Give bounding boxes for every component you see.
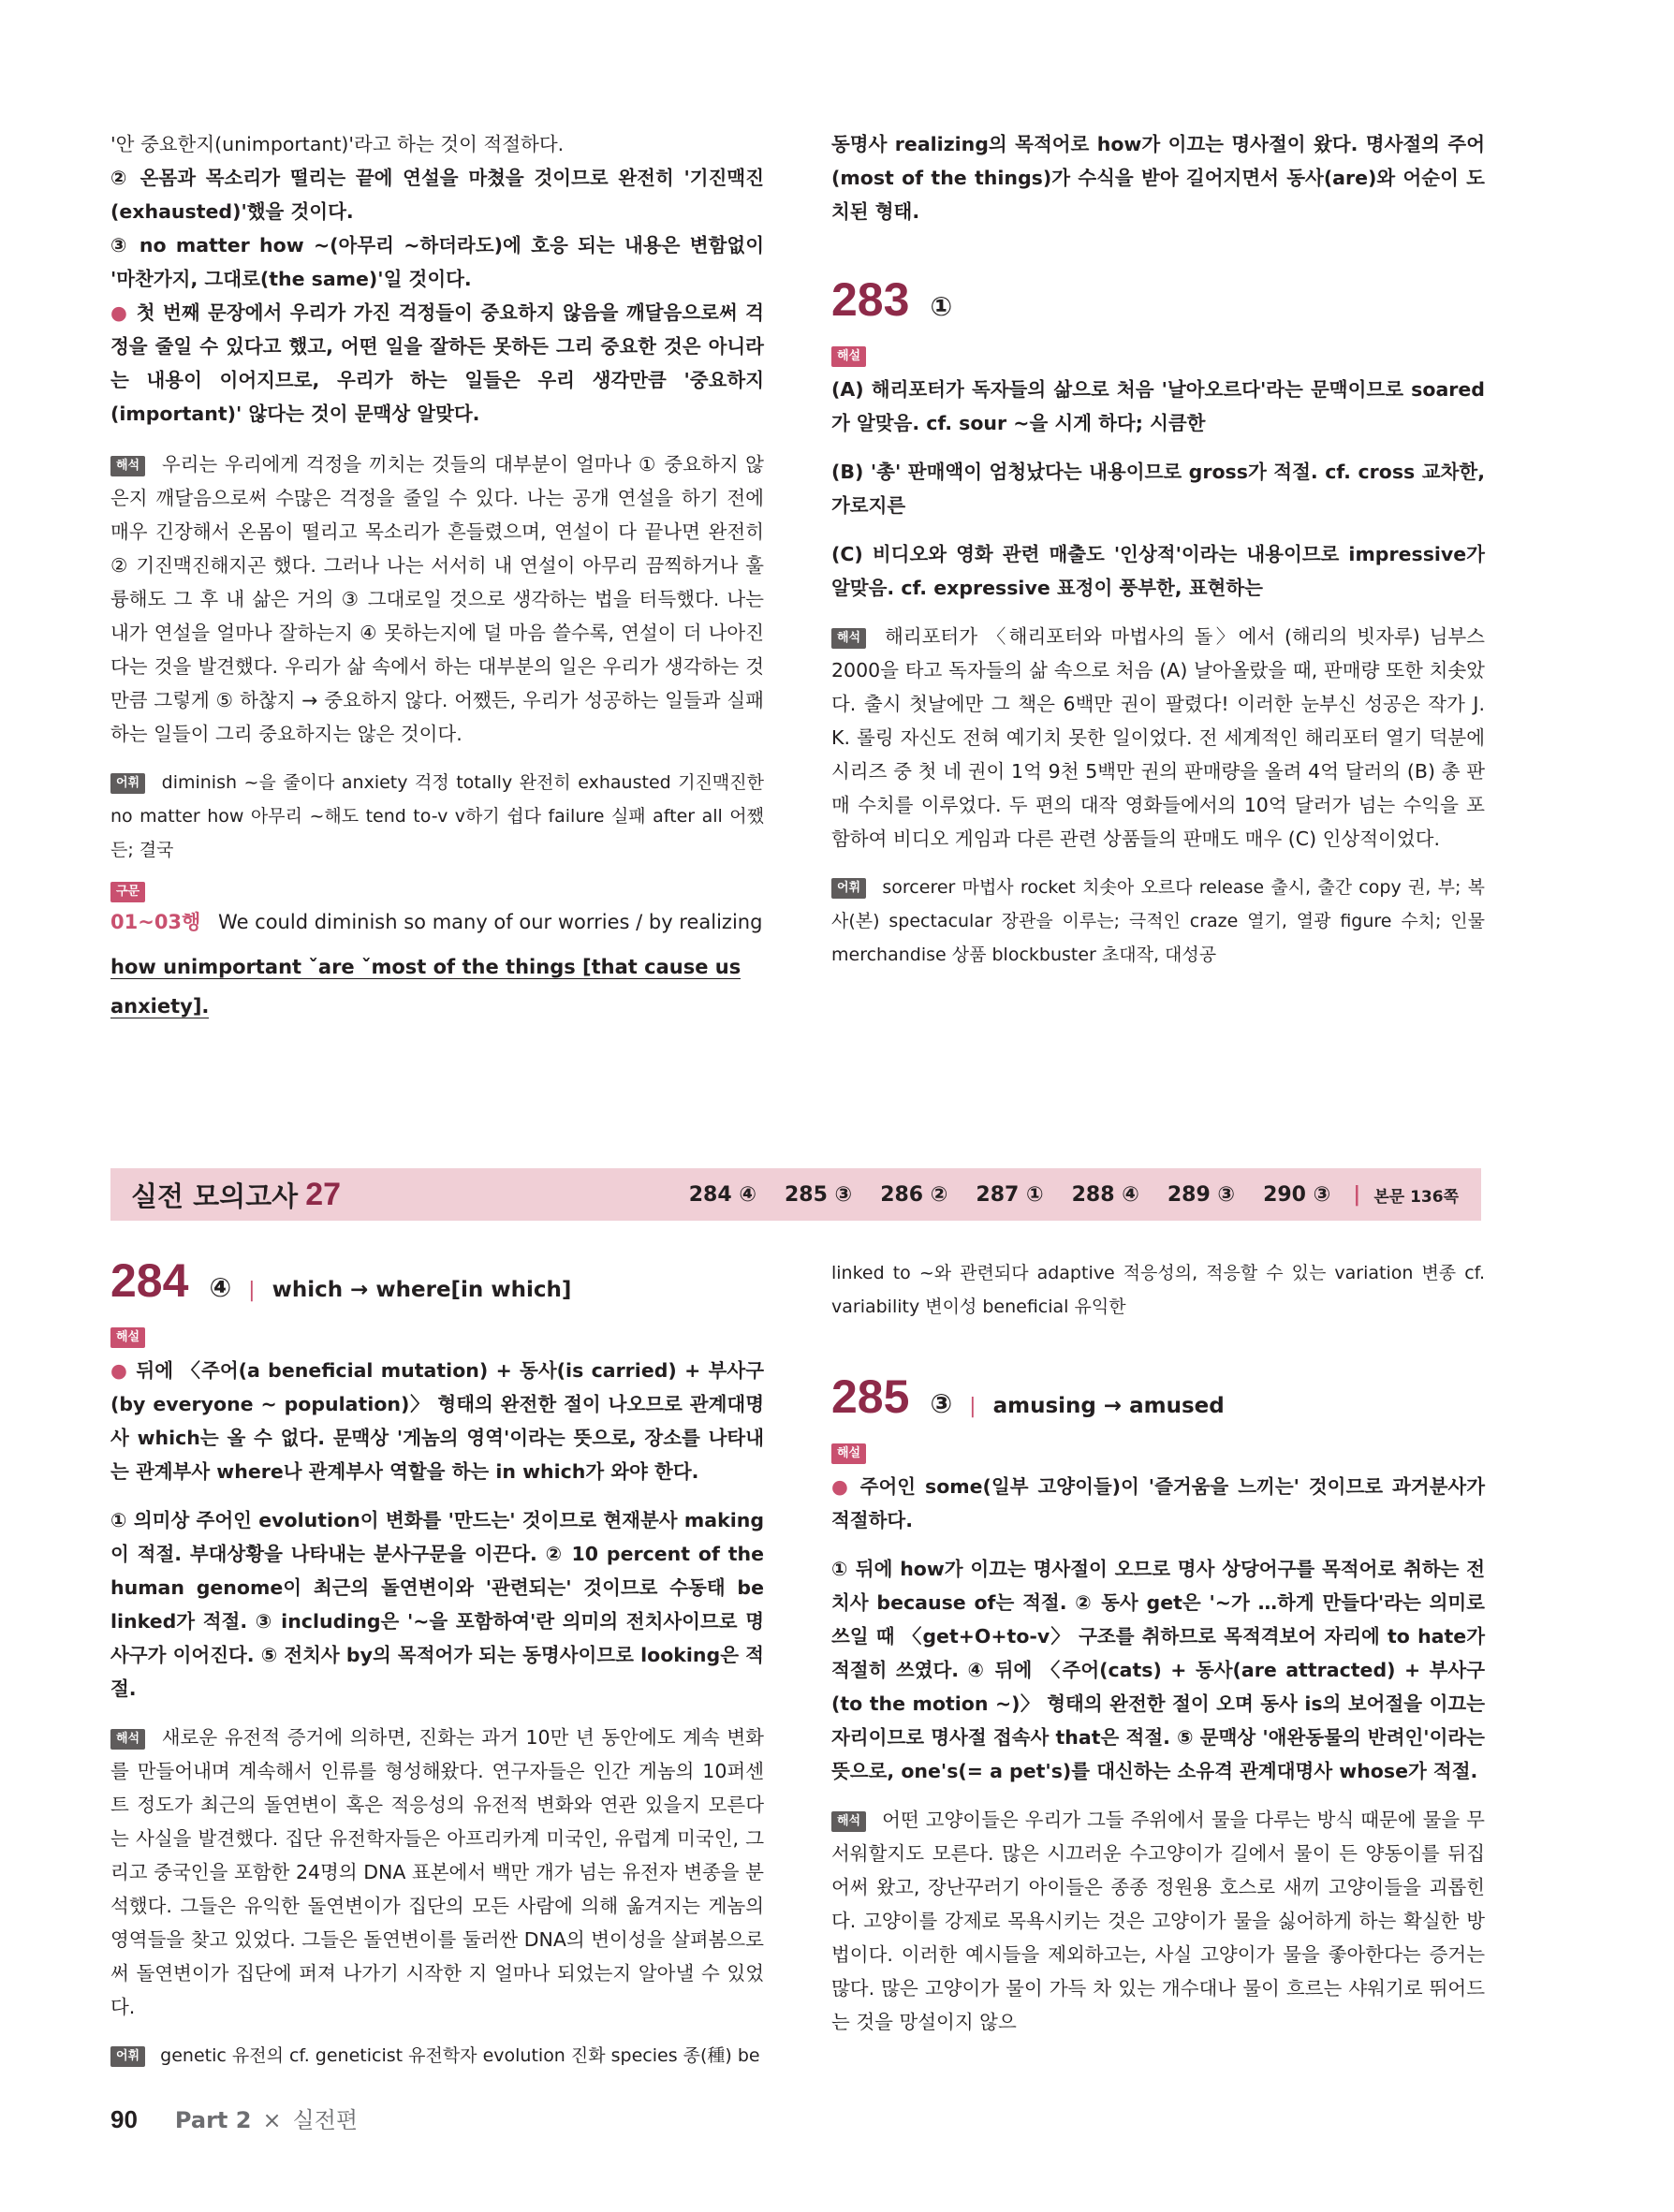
translation-tag: 해석 (831, 1811, 866, 1832)
banner-test-number: 27 (305, 1176, 342, 1212)
vocab-text: diminish ~을 줄이다 anxiety 걱정 totally 완전히 exhausted 기진맥진한 no matter how 아무리 ~해도 tend to-v v하기 쉽다 failure 실패 after all 어쨌든; 결국 (110, 772, 764, 860)
translation-tag: 해석 (110, 1729, 145, 1750)
vocab-text: genetic 유전의 cf. geneticist 유전학자 evolution 진화 species 종(種) be (160, 2045, 760, 2066)
paragraph: ② 온몸과 목소리가 떨리는 끝에 연설을 마쳤을 것이므로 완전히 '기진맥진(exhausted)'했을 것이다. (110, 167, 764, 223)
right-top-column (831, 127, 1485, 987)
explanation-tag: 해설 (110, 1327, 145, 1348)
separator: | (248, 1279, 256, 1302)
question-number: 284 (110, 1254, 189, 1307)
answer-mark: ④ (209, 1272, 232, 1303)
structure-line (110, 902, 764, 942)
separator: × (262, 2107, 282, 2133)
bullet-icon: ● (110, 301, 129, 324)
left-bottom-column (110, 1254, 764, 2087)
choice-explanation-a: (A) 해리포터가 독자들의 삶으로 처음 '날아오르다'라는 문맥이므로 soared가 알맞음. cf. sour ~을 시게 하다; 시큼한 (831, 378, 1485, 434)
answer-key-item: 286 ② (880, 1182, 948, 1207)
question-header (831, 273, 1485, 326)
paragraph: ③ no matter how ~(아무리 ~하더라도)에 호응 되는 내용은 변함없이 '마찬가지, 그대로(the same)'일 것이다. (110, 234, 764, 290)
vocab-tag: 어휘 (831, 878, 866, 899)
structure-sentence: how unimportant ˇare ˇmost of the things [that cause us anxiety]. (110, 956, 742, 1018)
translation-tag: 해석 (831, 628, 866, 649)
paragraph (110, 1354, 764, 1488)
translation-tag: 해석 (110, 456, 145, 476)
paragraph: 동명사 realizing의 목적어로 how가 이끄는 명사절이 왔다. 명사절의 주어(most of the things)가 수식을 받아 길어지면서 동사(are)와 어순이 도치된 형태. (831, 133, 1485, 223)
paragraph-text: 주어인 some(일부 고양이들)이 '즐거움을 느끼는' 것이므로 과거분사가 적절하다. (831, 1475, 1486, 1531)
banner-title: 실전 모의고사 (131, 1179, 299, 1212)
paragraph: ① 의미상 주어인 evolution이 변화를 '만드는' 것이므로 현재분사 making이 적절. 부대상황을 나타내는 분사구문을 이끈다. ② 10 percent of the human genome이 최근의 돌연변이와 '관련되는' 것이므로 수동태 be linked가 적절. ③ including은 '~을 포함하여'란 의미의 전치사이므로 명사구가 이어진다. ⑤ 전치사 by의 목적어가 되는 동명사이므로 looking은 적절. (110, 1509, 764, 1700)
page-footer (110, 2102, 358, 2134)
paragraph (831, 1470, 1485, 1537)
paragraph (110, 296, 764, 431)
explanation-tag: 해설 (831, 346, 866, 367)
answer-key-item: 290 ③ (1263, 1182, 1331, 1207)
choice-explanation-b: (B) '총' 판매액이 엄청났다는 내용이므로 gross가 적절. cf. cross 교차한, 가로지른 (831, 461, 1485, 517)
translation-text: 해리포터가 〈해리포터와 마법사의 돌〉에서 (해리의 빗자루) 님부스 2000을 타고 독자들의 삶 속으로 처음 (A) 날아올랐을 때, 판매량 또한 치솟았다. 출시 첫날에만 그 책은 6백만 권이 팔렸다! 이러한 눈부신 성공은 작가 J. K. 롤링 자신도 전혀 예기치 못한 일이었다. 전 세계적인 해리포터 열기 덕분에 시리즈 중 첫 네 권이 1억 9천 5백만 권의 판매량을 올려 4억 달러의 (B) 총 판매 수치를 이루었다. 두 편의 대작 영화들에서의 10억 달러가 넘는 수익을 포함하여 비디오 게임과 다른 관련 상품들의 판매도 매우 (C) 인상적이었다. (831, 625, 1485, 850)
separator: | (969, 1395, 976, 1418)
answer-mark: ③ (930, 1388, 953, 1419)
vocab-tag: 어휘 (110, 773, 145, 794)
answer-key-item: 289 ③ (1167, 1182, 1236, 1207)
structure-sentence: We could diminish so many of our worries / by realizing (218, 911, 763, 933)
answer-key (661, 1183, 1481, 1207)
vocab-block (831, 871, 1485, 972)
correction: amusing → amused (992, 1394, 1225, 1418)
page-number: 90 (110, 2105, 138, 2133)
bullet-icon: ● (110, 1359, 129, 1382)
answer-key-item: 287 ① (976, 1182, 1044, 1207)
choice-explanation-c: (C) 비디오와 영화 관련 매출도 '인상적'이라는 내용이므로 impressive가 알맞음. cf. expressive 표정이 풍부한, 표현하는 (831, 543, 1485, 599)
question-header (831, 1370, 1485, 1423)
correction: which → where[in which] (272, 1278, 572, 1302)
explanation-tag: 해설 (831, 1443, 866, 1464)
answer-key-item: 284 ④ (688, 1182, 756, 1207)
question-number: 283 (831, 273, 910, 326)
paragraph: '안 중요한지(unimportant)'라고 하는 것이 적절하다. (110, 133, 565, 155)
right-bottom-column (831, 1256, 1485, 2054)
page-reference: 본문 136쪽 (1373, 1187, 1459, 1207)
question-header (110, 1254, 764, 1307)
paragraph-text: 뒤에 〈주어(a beneficial mutation) + 동사(is carried) + 부사구(by everyone ~ population)〉 형태의 완전한 절이 나오므로 관계대명사 which는 올 수 없다. 문맥상 '게놈의 영역'이라는 뜻으로, 장소를 나타내는 관계부사 where나 관계부사 역할을 하는 in which가 와야 한다. (110, 1359, 764, 1483)
structure-tag: 구문 (110, 882, 145, 902)
paragraph: ① 뒤에 how가 이끄는 명사절이 오므로 명사 상당어구를 목적어로 취하는 전치사 because of는 적절. ② 동사 get은 '~가 …하게 만들다'라는 의미로 쓰일 때 〈get+O+to-v〉 구조를 취하므로 목적격보어 자리에 to hate가 적절히 쓰였다. ④ 뒤에 〈주어(cats) + 동사(are attracted) + 부사구(to the motion ~)〉 형태의 완전한 절이 오며 동사 is의 보어절을 이끄는 자리이므로 명사절 접속사 that은 적절. ⑤ 문맥상 '애완동물의 반려인'이라는 뜻으로, one's(= a pet's)를 대신하는 소유격 관계대명사 whose가 적절. (831, 1558, 1485, 1782)
question-number: 285 (831, 1370, 910, 1423)
translation-block (831, 1803, 1485, 2039)
structure-line (110, 942, 764, 1026)
translation-text: 어떤 고양이들은 우리가 그들 주위에서 물을 다루는 방식 때문에 물을 무서워할지도 모른다. 많은 시끄러운 수고양이가 길에서 물이 든 양동이를 뒤집어써 왔고, 장난꾸러기 아이들은 종종 정원용 호스로 새끼 고양이들을 괴롭힌다. 고양이를 강제로 목욕시키는 것은 고양이가 물을 싫어하게 하는 확실한 방법이다. 이러한 예시들을 제외하고는, 사실 고양이가 물을 좋아한다는 증거는 많다. 많은 고양이가 물이 가득 차 있는 개수대나 물이 흐르는 샤워기로 뛰어드는 것을 망설이지 않으 (831, 1809, 1485, 2033)
bullet-icon: ● (831, 1475, 851, 1498)
vocab-continued: linked to ~와 관련되다 adaptive 적응성의, 적응할 수 있는 variation 변종 cf. variability 변이성 beneficial 유익한 (831, 1263, 1485, 1317)
test-answer-banner (110, 1168, 1481, 1221)
answer-key-item: 288 ④ (1071, 1182, 1139, 1207)
answer-key-item: 285 ③ (784, 1182, 853, 1207)
vocab-block (110, 766, 764, 867)
answer-mark: ① (930, 291, 953, 322)
left-top-column (110, 127, 764, 1026)
vocab-text: sorcerer 마법사 rocket 치솟아 오르다 release 출시, 출간 copy 권, 부; 복사(본) spectacular 장관을 이루는; 극적인 craze 열기, 열광 figure 수치; 인물 merchandise 상품 blockbuster 초대작, 대성공 (831, 877, 1485, 965)
translation-text: 새로운 유전적 증거에 의하면, 진화는 과거 10만 년 동안에도 계속 변화를 만들어내며 계속해서 인류를 형성해왔다. 연구자들은 인간 게놈의 10퍼센트 정도가 최근의 돌연변이 혹은 적응성의 유전적 변화와 연관 있을지 모른다는 사실을 발견했다. 집단 유전학자들은 아프리카계 미국인, 유럽계 미국인, 그리고 중국인을 포함한 24명의 DNA 표본에서 백만 개가 넘는 유전자 변종을 분석했다. 그들은 유익한 돌연변이가 집단의 모든 사람에 의해 옮겨지는 게놈의 영역들을 찾고 있었다. 그들은 돌연변이를 둘러싼 DNA의 변이성을 살펴봄으로써 돌연변이가 집단에 퍼져 나가기 시작한 지 얼마나 되었는지 알아낼 수 있었다. (110, 1726, 764, 2018)
paragraph-text: 첫 번째 문장에서 우리가 가진 걱정들이 중요하지 않음을 깨달음으로써 걱정을 줄일 수 있다고 했고, 어떤 일을 잘하든 못하든 그리 중요한 것은 아니라는 내용이 이어지므로, 우리가 하는 일들은 우리 생각만큼 '중요하지(important)' 않다는 것이 문맥상 알맞다. (110, 301, 764, 425)
part-label: Part 2 (174, 2107, 252, 2133)
vocab-tag: 어휘 (110, 2046, 145, 2067)
translation-block (110, 447, 764, 751)
translation-block (110, 1721, 764, 2024)
translation-block (831, 620, 1485, 856)
structure-line-label: 01~03행 (110, 911, 201, 933)
structure-block (110, 882, 764, 1026)
translation-text: 우리는 우리에게 걱정을 끼치는 것들의 대부분이 얼마나 ① 중요하지 않은지 깨달음으로써 수많은 걱정을 줄일 수 있다. 나는 공개 연설을 하기 전에 매우 긴장해서 온몸이 떨리고 목소리가 흔들렸으며, 연설이 다 끝나면 완전히 ② 기진맥진해지곤 했다. 그러나 나는 서서히 내 연설이 아무리 끔찍하거나 훌륭해도 그 후 내 삶은 거의 ③ 그대로일 것으로 생각하는 법을 터득했다. 나는 내가 연설을 얼마나 잘하는지 ④ 못하는지에 덜 마음 쓸수록, 연설이 더 나아진다는 것을 발견했다. 우리가 삶 속에서 하는 대부분의 일은 우리가 생각하는 것만큼 그렇게 ⑤ 하찮지 → 중요하지 않다. 어쨌든, 우리가 성공하는 일들과 실패하는 일들이 그리 중요하지는 않은 것이다. (110, 453, 764, 745)
vocab-block (110, 2039, 764, 2073)
separator: | (1353, 1182, 1361, 1207)
section-label: 실전편 (292, 2107, 359, 2133)
